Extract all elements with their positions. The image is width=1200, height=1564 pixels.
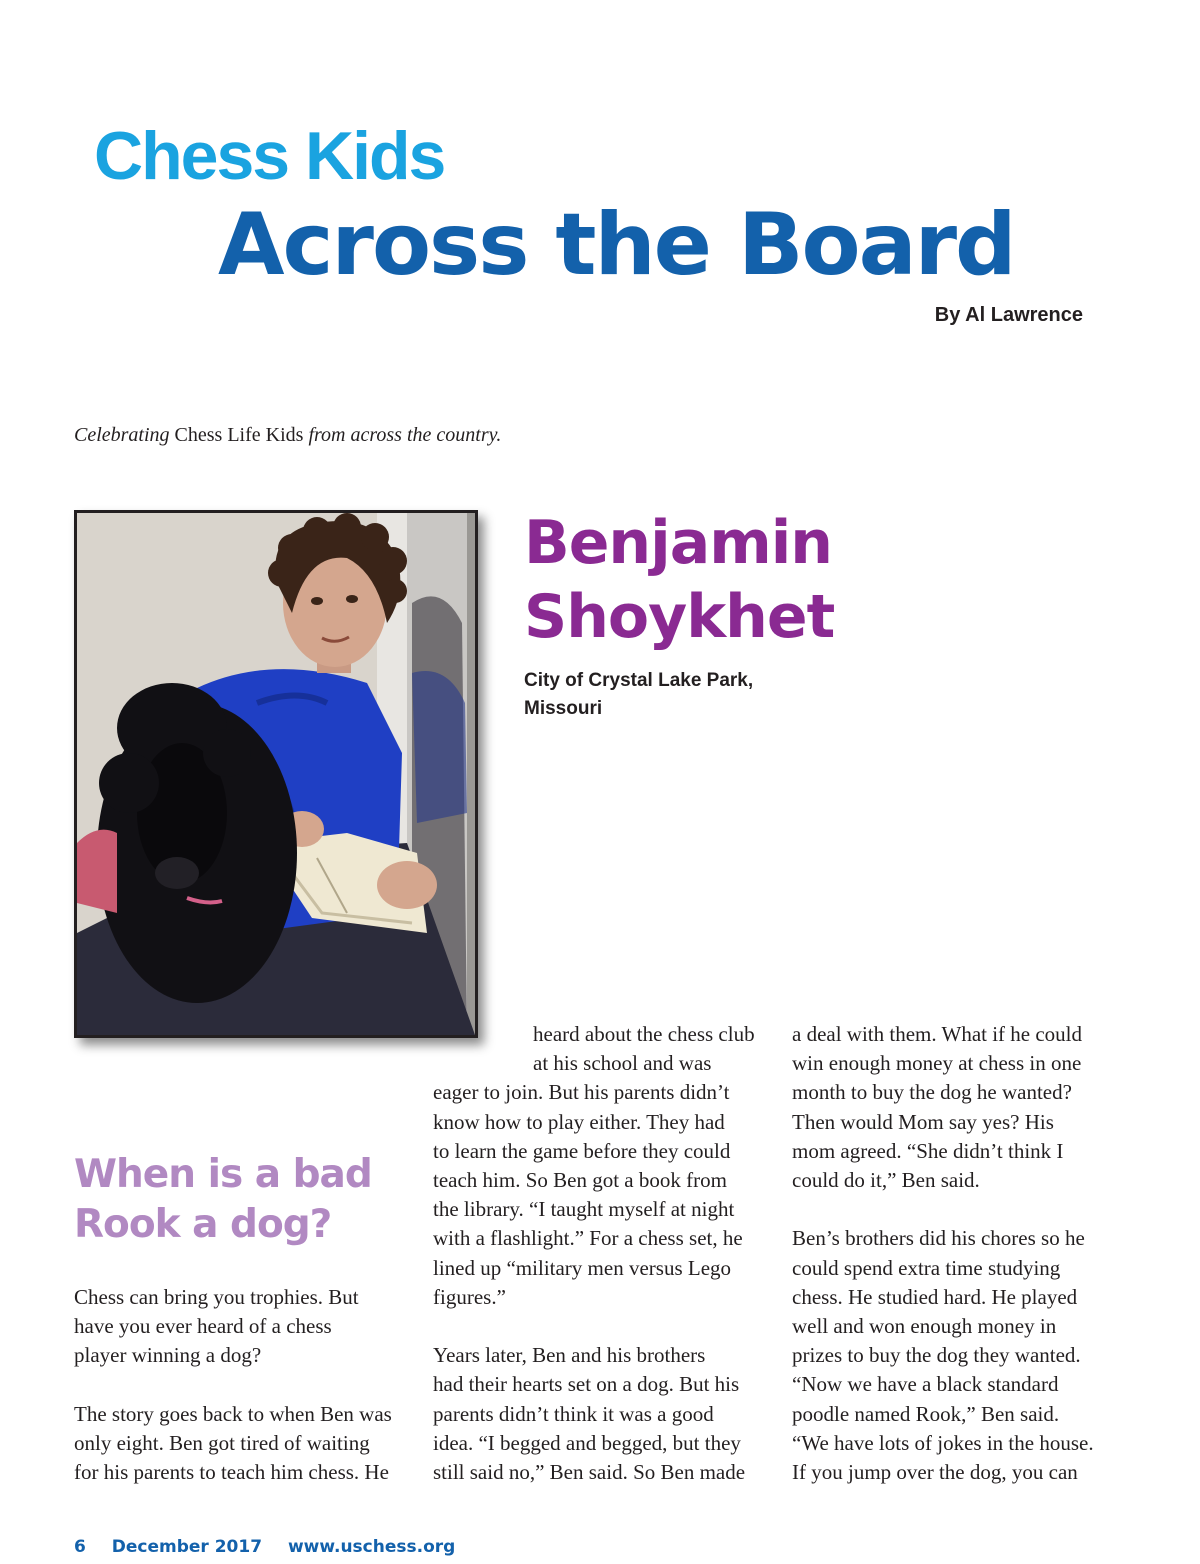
profile-location	[524, 667, 753, 723]
location-line: City of Crystal Lake Park,	[524, 670, 754, 691]
text-line: Years later, Ben and his brothers	[433, 1343, 706, 1368]
text-line: Then would Mom say yes? His	[792, 1109, 1054, 1134]
text-line: well and won enough money in	[792, 1314, 1057, 1339]
profile-photo	[74, 510, 478, 1038]
text-line: the library. “I taught myself at night	[433, 1197, 735, 1222]
paragraph-gap	[74, 1371, 392, 1400]
text-line: month to buy the dog he wanted?	[792, 1080, 1072, 1105]
text-line: could spend extra time studying	[792, 1255, 1061, 1280]
text-line: at his school and was	[533, 1051, 712, 1076]
website-link[interactable]: www.uschess.org	[287, 1537, 456, 1557]
text-line: eager to join. But his parents didn’t	[433, 1080, 730, 1105]
text-line: If you jump over the dog, you can	[792, 1460, 1078, 1485]
section-heading-line: Rook a dog?	[74, 1202, 332, 1247]
paragraph-gap	[792, 1195, 1094, 1224]
section-heading	[74, 1150, 372, 1250]
text-line: chess. He studied hard. He played	[792, 1284, 1078, 1309]
text-line: idea. “I begged and begged, but they	[433, 1430, 741, 1455]
text-line: a deal with them. What if he could	[792, 1022, 1083, 1046]
tagline-part-3: from across the country.	[308, 424, 502, 446]
text-line: “Now we have a black standard	[792, 1372, 1059, 1397]
location-line: Missouri	[524, 698, 603, 719]
text-line: Ben’s brothers did his chores so he	[792, 1226, 1085, 1251]
text-line: with a flashlight.” For a chess set, he	[433, 1226, 743, 1251]
text-line: player winning a dog?	[74, 1343, 262, 1368]
text-line: could do it,” Ben said.	[792, 1168, 980, 1193]
photo-illustration	[77, 513, 475, 1035]
text-line: to learn the game before they could	[433, 1138, 731, 1163]
text-line: lined up “military men versus Lego	[433, 1255, 732, 1280]
text-line: for his parents to teach him chess. He	[74, 1460, 389, 1485]
article-column-3	[792, 1020, 1094, 1487]
text-line: have you ever heard of a chess	[74, 1314, 332, 1339]
article-column-1	[74, 1283, 392, 1487]
page-number: 6	[74, 1537, 86, 1557]
profile-last-name: Shoykhet	[524, 582, 835, 652]
profile-first-name: Benjamin	[524, 508, 832, 578]
profile-name	[524, 506, 834, 654]
text-line: parents didn’t think it was a good	[433, 1401, 714, 1426]
text-line: know how to play either. They had	[433, 1109, 725, 1134]
text-line: only eight. Ben got tired of waiting	[74, 1431, 370, 1455]
text-line: had their hearts set on a dog. But his	[433, 1372, 740, 1397]
page-title: Across the Board	[218, 195, 1015, 295]
article-column-2	[433, 1020, 755, 1487]
byline: By Al Lawrence	[934, 304, 1083, 326]
section-heading-line: When is a bad	[74, 1152, 372, 1197]
text-line: prizes to buy the dog they wanted.	[792, 1343, 1081, 1368]
text-line: figures.”	[433, 1284, 506, 1309]
text-line: win enough money at chess in one	[792, 1051, 1082, 1076]
text-line: “We have lots of jokes in the house.	[792, 1430, 1094, 1455]
text-line: poodle named Rook,” Ben said.	[792, 1401, 1060, 1426]
tagline	[74, 424, 501, 447]
text-line: Chess can bring you trophies. But	[74, 1285, 359, 1309]
text-line: still said no,” Ben said. So Ben made	[433, 1460, 746, 1485]
text-line: teach him. So Ben got a book from	[433, 1168, 727, 1193]
text-line: heard about the chess club	[533, 1022, 755, 1046]
issue-date: December 2017	[111, 1537, 263, 1557]
tagline-part-1: Celebrating	[74, 424, 170, 446]
section-kicker: Chess Kids	[94, 118, 445, 194]
paragraph-gap	[433, 1312, 755, 1341]
text-line: mom agreed. “She didn’t think I	[792, 1138, 1064, 1163]
tagline-part-2: Chess Life Kids	[169, 424, 309, 446]
text-line: The story goes back to when Ben was	[74, 1401, 392, 1426]
page-footer	[74, 1537, 475, 1557]
